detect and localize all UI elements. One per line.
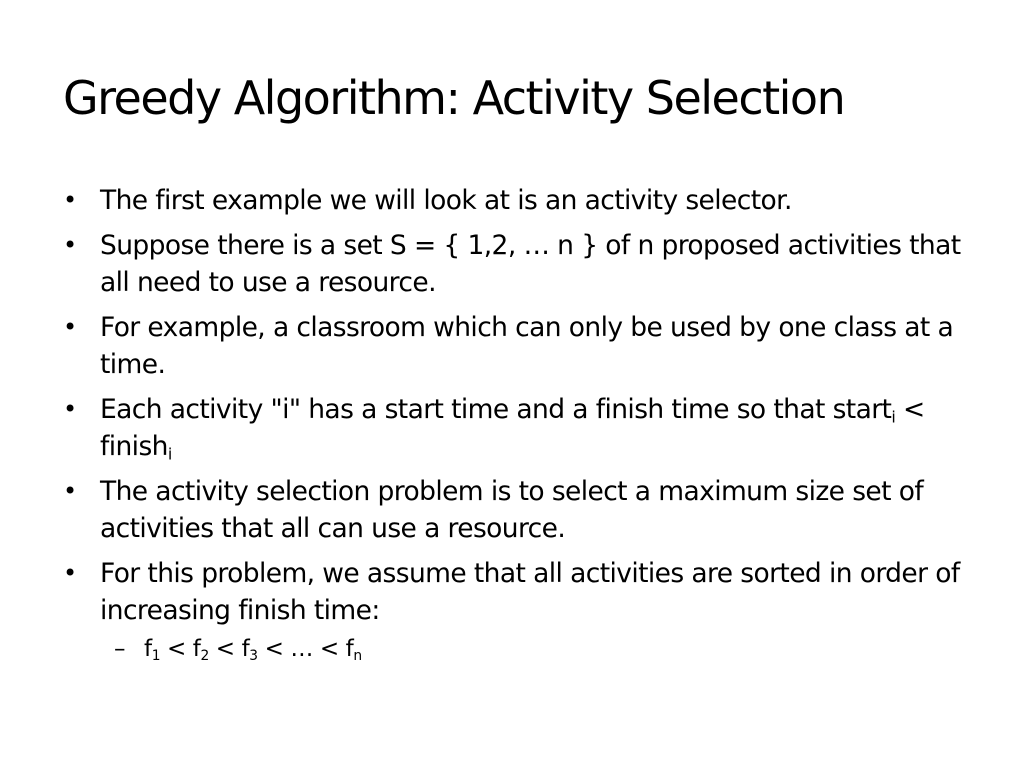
bullet-text: Suppose there is a set S = { 1,2, … n } of n proposed activities that all need to use a resource. xyxy=(100,230,961,298)
bullet-text: The activity selection problem is to select a maximum size set of activities that all can use a resource. xyxy=(100,476,924,544)
bullet-item xyxy=(63,182,983,219)
bullet-text: The first example we will look at is an activity selector. xyxy=(100,185,792,216)
formula-part: < f xyxy=(208,636,250,662)
subscript: n xyxy=(353,647,362,664)
bullet-text: For this problem, we assume that all activities are sorted in order of increasing finish time: xyxy=(100,558,960,626)
sub-bullet-text xyxy=(144,633,362,666)
subscript: 3 xyxy=(249,647,258,664)
subscript-i: i xyxy=(891,407,896,427)
slide-title: Greedy Algorithm: Activity Selection xyxy=(63,71,845,125)
formula-part: < … < f xyxy=(257,636,354,662)
bullet-text: For example, a classroom which can only be used by one class at a time. xyxy=(100,312,954,380)
bullet-item xyxy=(63,391,983,465)
bullet-dot-icon: • xyxy=(63,395,77,423)
bullet-item xyxy=(63,309,983,383)
dash-icon: – xyxy=(114,636,126,662)
sub-bullet-item xyxy=(114,633,983,666)
bullet-list xyxy=(63,182,983,666)
bullet-text xyxy=(100,391,983,465)
bullet-dot-icon: • xyxy=(63,186,77,214)
bullet-dot-icon: • xyxy=(63,313,77,341)
bullet-item xyxy=(63,473,983,547)
subscript-i: i xyxy=(167,444,172,464)
bullet-dot-icon: • xyxy=(63,477,77,505)
formula-part: f xyxy=(144,636,152,662)
bullet-text-part: < finish xyxy=(100,394,925,462)
subscript: 1 xyxy=(151,647,161,664)
bullet-item xyxy=(63,555,983,629)
bullet-dot-icon: • xyxy=(63,559,77,587)
bullet-dot-icon: • xyxy=(63,231,77,259)
bullet-item xyxy=(63,227,983,301)
bullet-text-part: Each activity "i" has a start time and a finish time so that start xyxy=(100,394,892,425)
formula-part: < f xyxy=(160,636,201,662)
subscript: 2 xyxy=(200,647,209,664)
